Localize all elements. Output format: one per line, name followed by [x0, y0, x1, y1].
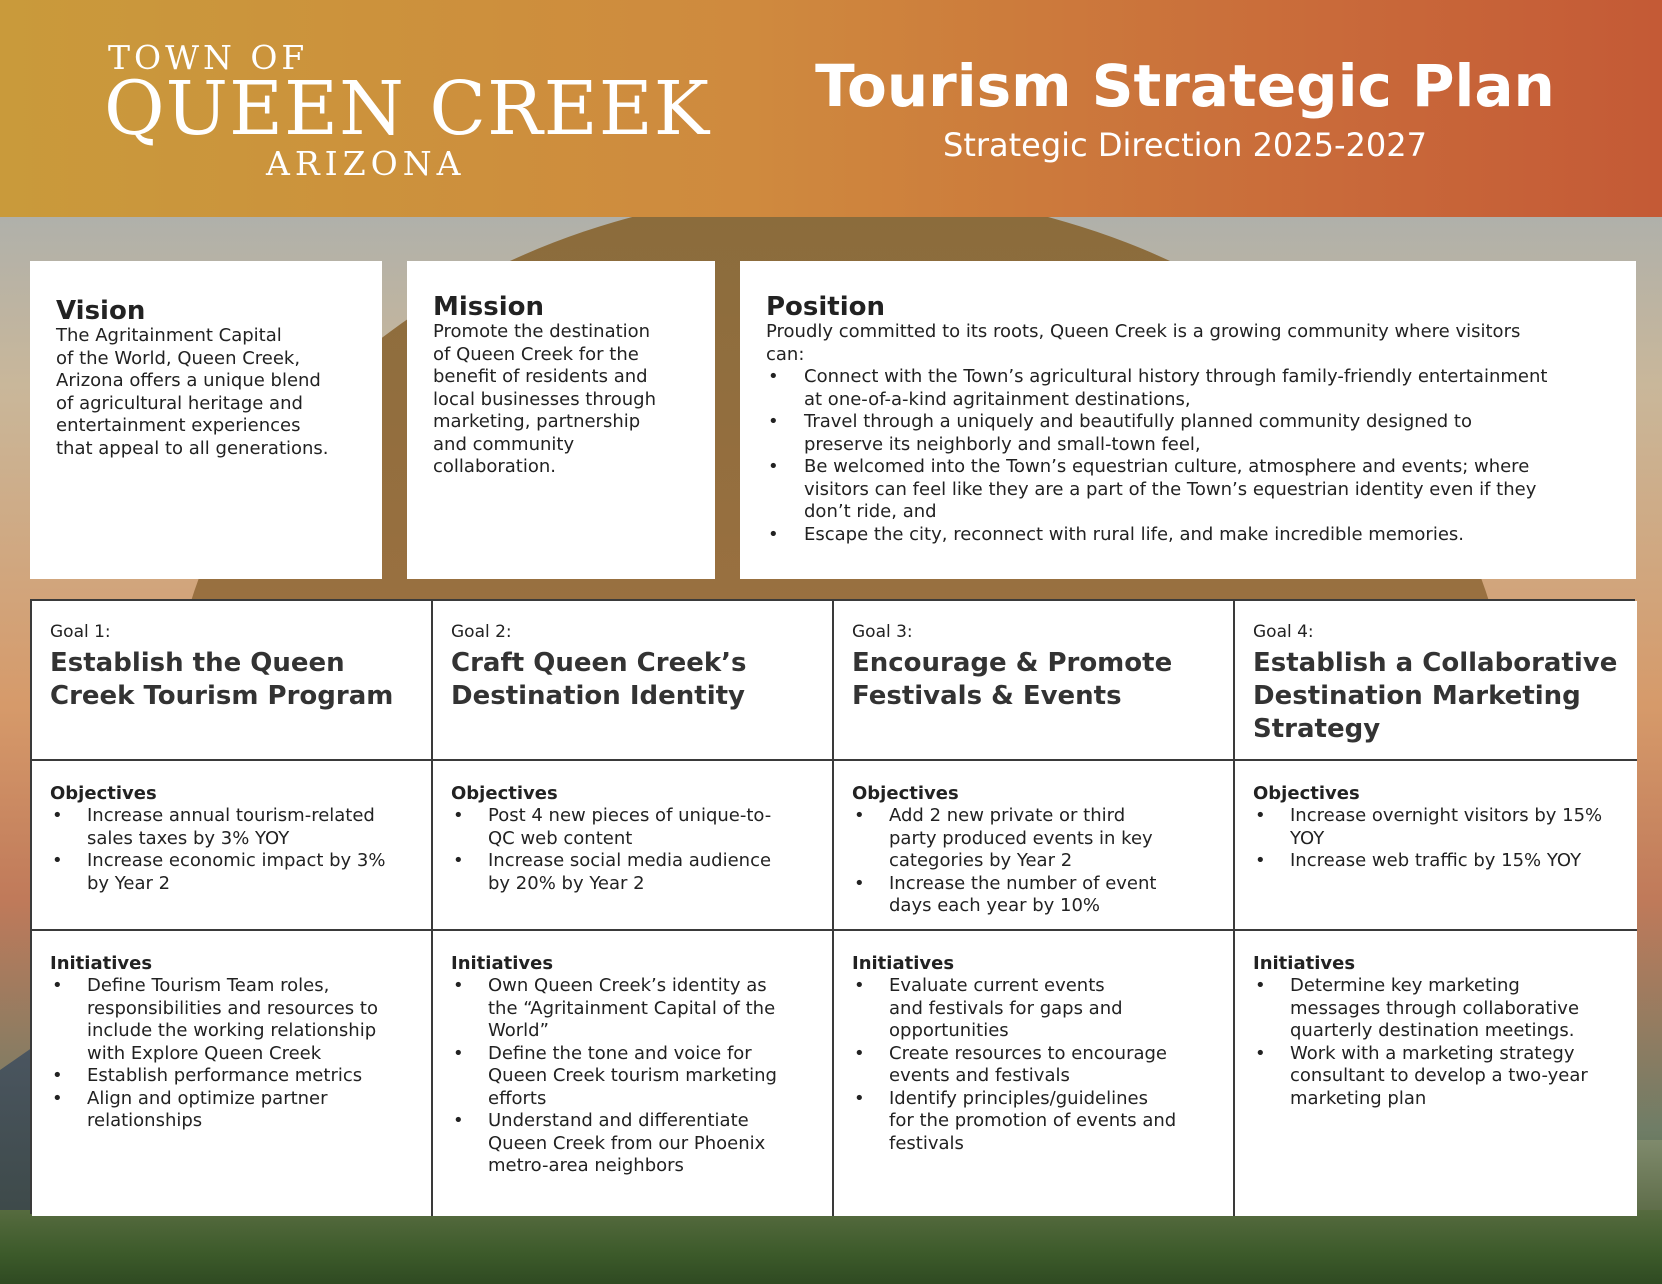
goal-1-initiatives [32, 931, 433, 1216]
mission-line: marketing, partnership [433, 411, 641, 432]
item-line: World” [488, 1020, 549, 1041]
item-line: Evaluate current events [889, 975, 1105, 996]
item-line: festivals [889, 1132, 964, 1154]
initiative-item [451, 1043, 814, 1111]
objectives-list [1253, 805, 1619, 873]
goal-title [852, 647, 1215, 713]
item-line: categories by Year 2 [889, 850, 1073, 871]
bullet-line: Travel through a uniquely and beautifully planned community designed to [804, 411, 1472, 432]
item-line: Understand and differentiate [488, 1110, 749, 1131]
item-line: the “Agritainment Capital of the [488, 997, 776, 1019]
goal-3-objectives [834, 761, 1235, 931]
objectives-list [852, 805, 1215, 918]
goal-title-line: Encourage & Promote [852, 648, 1173, 678]
position-bullet [766, 456, 1610, 524]
item-line: Increase web traffic by 15% YOY [1290, 850, 1582, 871]
item-line: Increase annual tourism-related [87, 805, 375, 826]
goal-4-header [1235, 601, 1637, 761]
initiative-item [50, 975, 413, 1065]
item-line: efforts [488, 1087, 547, 1109]
mission-line: Promote the destination [433, 321, 651, 342]
goal-title-line: Craft Queen Creek’s [451, 648, 747, 678]
item-line: Define the tone and voice for [488, 1042, 752, 1064]
initiative-item [852, 1088, 1215, 1156]
item-line: Establish performance metrics [87, 1065, 363, 1086]
item-line: Post 4 new pieces of unique-to- [488, 805, 772, 826]
item-line: by Year 2 [87, 872, 171, 894]
initiative-item [50, 1065, 413, 1088]
item-line: days each year by 10% [889, 895, 1101, 916]
objective-item [50, 850, 413, 895]
goal-1-objectives [32, 761, 433, 931]
item-line: quarterly destination meetings. [1290, 1020, 1575, 1041]
objectives-label: Objectives [451, 783, 558, 804]
initiative-item [852, 975, 1215, 1043]
item-line: Increase social media audience [488, 850, 772, 871]
initiatives-label: Initiatives [451, 953, 554, 974]
objective-item [451, 805, 814, 850]
mission-line: local businesses through [433, 388, 657, 410]
objective-item [451, 850, 814, 895]
initiatives-label: Initiatives [852, 953, 955, 974]
objective-item [852, 873, 1215, 918]
item-line: Increase the number of event [889, 872, 1157, 894]
vision-text [56, 325, 356, 460]
objective-item [1253, 850, 1619, 873]
item-line: events and festivals [889, 1065, 1070, 1086]
goal-title-line: Creek Tourism Program [50, 681, 394, 711]
item-line: Work with a marketing strategy [1290, 1042, 1575, 1064]
goal-title [451, 647, 814, 713]
objectives-list [50, 805, 413, 895]
objectives-list [451, 805, 814, 895]
page-header [0, 0, 1662, 217]
vision-line: of the World, Queen Creek, [56, 347, 301, 369]
item-line: metro-area neighbors [488, 1155, 684, 1176]
page-subtitle: Strategic Direction 2025-2027 [943, 126, 1427, 164]
goal-3-header [834, 601, 1235, 761]
goal-1-header [32, 601, 433, 761]
item-line: consultant to develop a two-year [1290, 1065, 1588, 1086]
vision-box [30, 261, 382, 579]
initiatives-list [1253, 975, 1619, 1110]
position-intro-line: can: [766, 343, 805, 365]
mission-text [433, 321, 689, 479]
initiative-item [1253, 1043, 1619, 1111]
vision-line: of agricultural heritage and [56, 392, 303, 414]
item-line: for the promotion of events and [889, 1110, 1177, 1131]
position-bullet [766, 366, 1610, 411]
page-title: Tourism Strategic Plan [815, 52, 1555, 120]
goals-grid [30, 599, 1635, 1214]
goal-3-initiatives [834, 931, 1235, 1216]
item-line: include the working relationship [87, 1020, 377, 1041]
goal-title-line: Establish the Queen [50, 648, 345, 678]
item-line: Align and optimize partner [87, 1087, 328, 1109]
item-line: Create resources to encourage [889, 1042, 1168, 1064]
position-box [740, 261, 1636, 579]
vision-heading: Vision [56, 296, 146, 326]
bullet-line: don’t ride, and [804, 501, 937, 522]
initiative-item [1253, 975, 1619, 1043]
position-list [766, 366, 1610, 546]
goal-4-initiatives [1235, 931, 1637, 1216]
position-bullet [766, 524, 1610, 547]
goal-number: Goal 4: [1253, 622, 1314, 642]
goal-2-header [433, 601, 834, 761]
goal-2-initiatives [433, 931, 834, 1216]
goal-number: Goal 1: [50, 622, 111, 642]
goal-number: Goal 2: [451, 622, 512, 642]
position-bullet [766, 411, 1610, 456]
bullet-line: visitors can feel like they are a part of the Town’s equestrian identity even if they [804, 478, 1537, 500]
item-line: Increase overnight visitors by 15% [1290, 805, 1603, 826]
goal-title [50, 647, 413, 713]
initiatives-label: Initiatives [50, 953, 153, 974]
goal-title-line: Festivals & Events [852, 681, 1122, 711]
goal-4-objectives [1235, 761, 1637, 931]
goal-title-line: Destination Marketing [1253, 681, 1581, 711]
item-line: and festivals for gaps and [889, 997, 1123, 1019]
objective-item [50, 805, 413, 850]
goal-title-line: Destination Identity [451, 681, 745, 711]
item-line: QC web content [488, 827, 633, 849]
mission-line: and community [433, 433, 575, 455]
background-field [0, 1210, 1662, 1284]
logo-queen-creek: QUEEN CREEK [104, 66, 710, 152]
initiative-item [50, 1088, 413, 1133]
initiative-item [852, 1043, 1215, 1088]
item-line: Own Queen Creek’s identity as [488, 975, 767, 996]
item-line: messages through collaborative [1290, 997, 1580, 1019]
item-line: party produced events in key [889, 827, 1153, 849]
bullet-line: Be welcomed into the Town’s equestrian culture, atmosphere and events; where [804, 456, 1530, 477]
item-line: Increase economic impact by 3% [87, 850, 386, 871]
title-block [790, 52, 1580, 164]
item-line: Define Tourism Team roles, [87, 975, 330, 996]
mission-line: of Queen Creek for the [433, 343, 639, 365]
logo-town-of: TOWN OF [108, 38, 309, 77]
item-line: opportunities [889, 1020, 1009, 1041]
bullet-line: Connect with the Town’s agricultural history through family-friendly entertainment [804, 366, 1548, 387]
vision-line: entertainment experiences [56, 415, 301, 436]
position-intro [766, 321, 1610, 366]
goal-number: Goal 3: [852, 622, 913, 642]
initiative-item [451, 1110, 814, 1178]
position-heading: Position [766, 292, 886, 322]
item-line: Add 2 new private or third [889, 805, 1126, 826]
position-intro-line: Proudly committed to its roots, Queen Creek is a growing community where visitors [766, 321, 1521, 342]
mission-heading: Mission [433, 292, 545, 322]
initiative-item [451, 975, 814, 1043]
item-line: relationships [87, 1110, 203, 1131]
mission-line: benefit of residents and [433, 366, 648, 387]
bullet-line: at one-of-a-kind agritainment destinations, [804, 388, 1191, 410]
initiatives-list [852, 975, 1215, 1155]
vision-line: The Agritainment Capital [56, 325, 282, 346]
bullet-line: Escape the city, reconnect with rural life, and make incredible memories. [804, 523, 1464, 545]
item-line: marketing plan [1290, 1087, 1427, 1109]
goal-title [1253, 647, 1619, 746]
item-line: Queen Creek from our Phoenix [488, 1132, 766, 1154]
goal-title-line: Strategy [1253, 714, 1381, 744]
item-line: Identify principles/guidelines [889, 1087, 1148, 1109]
initiatives-label: Initiatives [1253, 953, 1356, 974]
goal-title-line: Establish a Collaborative [1253, 648, 1618, 678]
item-line: responsibilities and resources to [87, 997, 378, 1019]
objectives-label: Objectives [1253, 783, 1360, 804]
logo-arizona: ARIZONA [266, 144, 466, 183]
mission-line: collaboration. [433, 456, 557, 477]
vision-line: Arizona offers a unique blend [56, 370, 321, 391]
vision-line: that appeal to all generations. [56, 437, 329, 459]
initiatives-list [50, 975, 413, 1133]
item-line: with Explore Queen Creek [87, 1042, 322, 1064]
item-line: Determine key marketing [1290, 975, 1520, 996]
item-line: YOY [1290, 827, 1325, 849]
objective-item [852, 805, 1215, 873]
goal-2-objectives [433, 761, 834, 931]
objectives-label: Objectives [852, 783, 959, 804]
bullet-line: preserve its neighborly and small-town feel, [804, 433, 1201, 455]
item-line: sales taxes by 3% YOY [87, 827, 290, 849]
objective-item [1253, 805, 1619, 850]
item-line: by 20% by Year 2 [488, 872, 645, 894]
objectives-label: Objectives [50, 783, 157, 804]
initiatives-list [451, 975, 814, 1178]
mission-box [407, 261, 715, 579]
item-line: Queen Creek tourism marketing [488, 1065, 777, 1086]
